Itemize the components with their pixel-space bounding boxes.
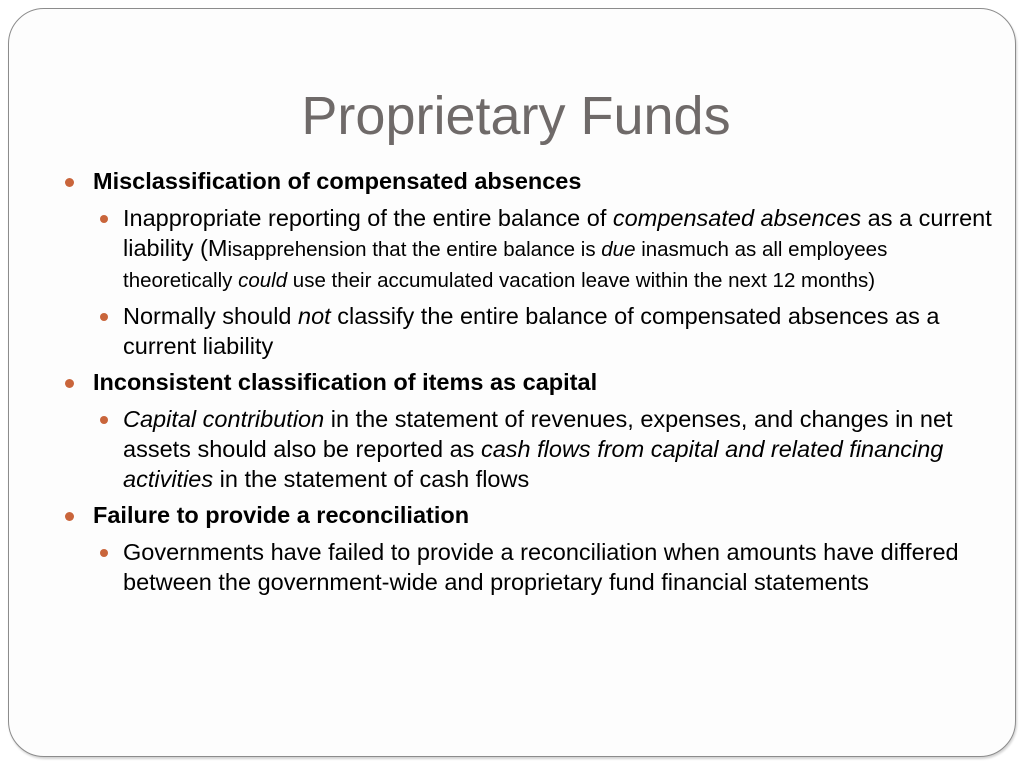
bullet-text-small: inasmuch as all employees theoretically [123, 238, 888, 292]
bullet-text-italic: cash flows from capital and related financing activities [123, 436, 944, 492]
section-heading-failure-reconciliation [62, 500, 992, 531]
bullet-text: Governments have failed to provide a reconciliation when amounts have differed between the government-wide and proprietary fund financial statements [123, 539, 959, 595]
bullet-dot-icon [100, 416, 108, 424]
bullet-text-small: isapprehension that the entire balance is [227, 238, 602, 261]
bullet-dot-icon [65, 512, 74, 521]
bullet-dot-icon [65, 379, 74, 388]
bullet-governments-failed [93, 537, 992, 597]
section-heading-text: Misclassification of compensated absences [93, 168, 582, 194]
bullet-normally-should-not [93, 301, 992, 361]
bullet-text-italic: Capital contribution [123, 406, 325, 432]
bullet-text: as a current liability (M [123, 205, 992, 261]
bullet-text: in the statement of revenues, expenses, and changes in net assets should also be reported as [123, 406, 953, 462]
bullet-capital-contribution [93, 404, 992, 494]
slide-body [62, 166, 992, 603]
bullet-dot-icon [100, 215, 108, 223]
section-heading-text: Inconsistent classification of items as capital [93, 369, 598, 395]
bullet-text: Inappropriate reporting of the entire balance of [123, 205, 613, 231]
section-heading-inconsistent-classification [62, 367, 992, 398]
bullet-text: classify the entire balance of compensated absences as a current liability [123, 303, 940, 359]
section-heading-text: Failure to provide a reconciliation [93, 502, 470, 528]
bullet-text: in the statement of cash flows [213, 466, 530, 492]
bullet-dot-icon [65, 178, 74, 187]
bullet-text: Normally should [123, 303, 299, 329]
section-heading-misclassification [62, 166, 992, 197]
bullet-text-italic: not [298, 303, 331, 329]
bullet-dot-icon [100, 549, 108, 557]
bullet-text-italic: compensated absences [612, 205, 862, 231]
bullet-text-small: use their accumulated vacation leave within the next 12 months) [287, 269, 876, 292]
bullet-dot-icon [100, 313, 108, 321]
bullet-text-small-italic: due [601, 238, 636, 261]
bullet-inappropriate-reporting [93, 203, 992, 295]
slide-title: Proprietary Funds [301, 86, 731, 146]
bullet-text-small-italic: could [238, 269, 288, 292]
